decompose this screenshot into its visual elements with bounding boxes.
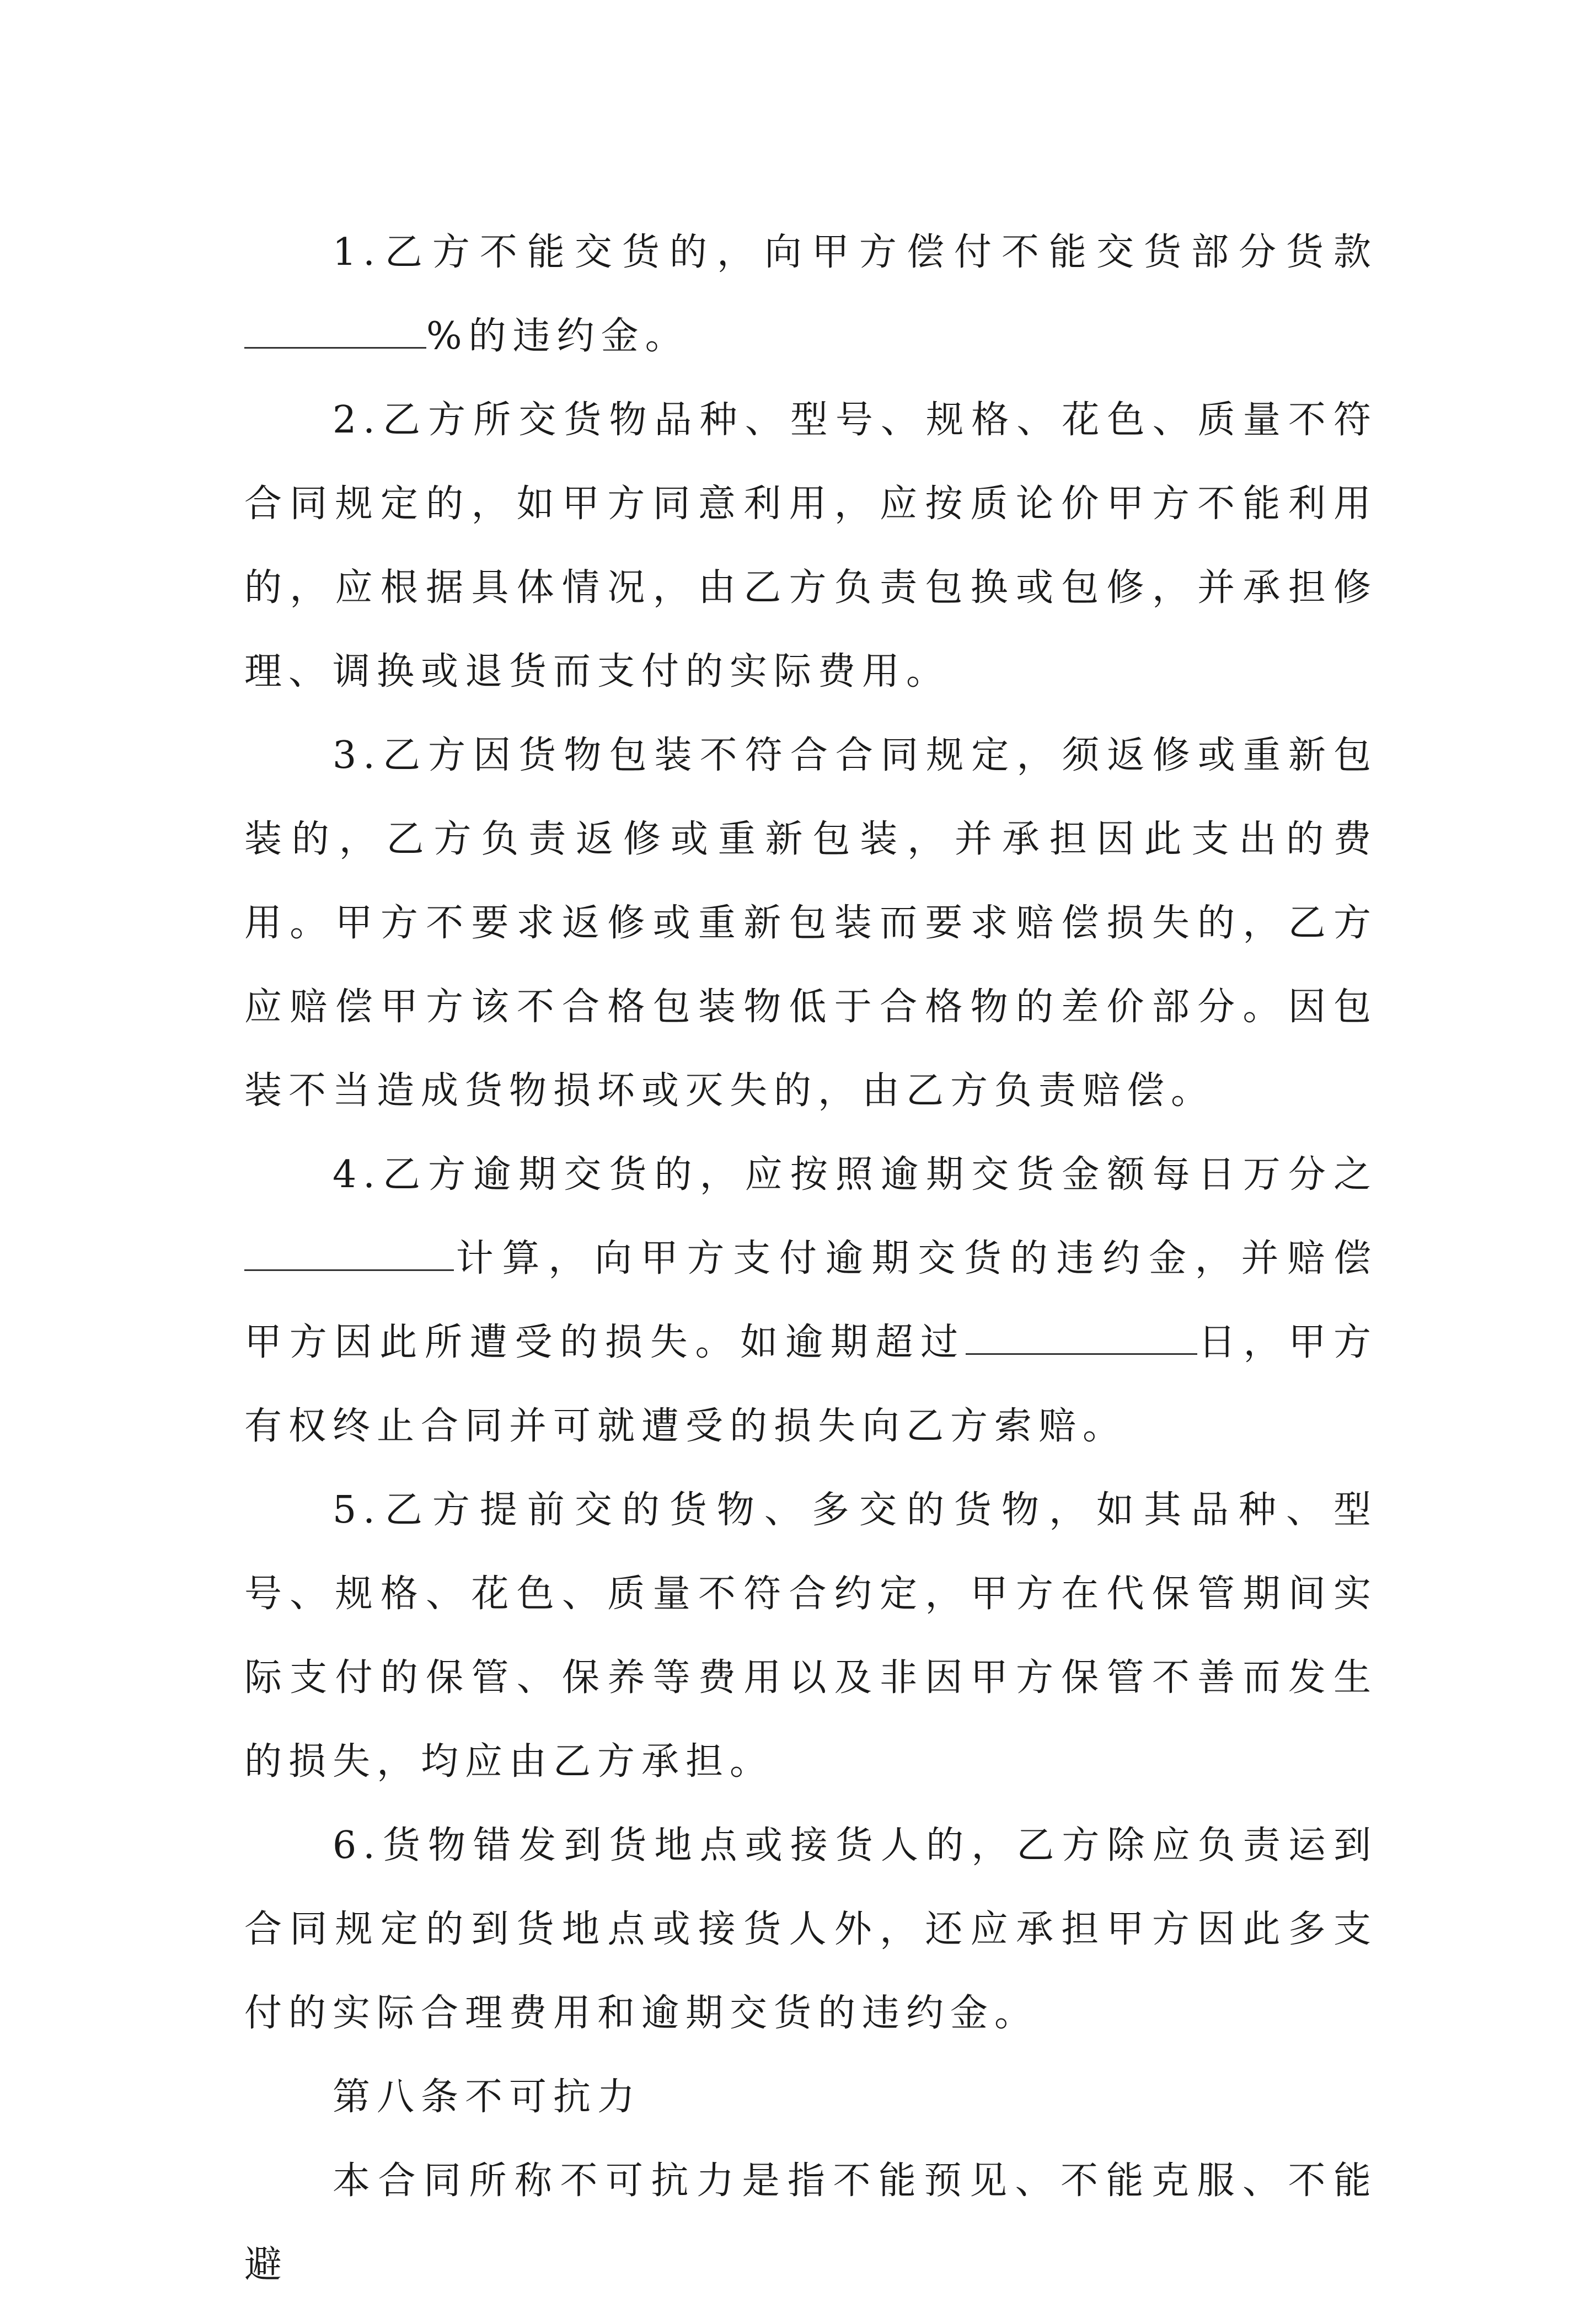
clause-item-3: 3.乙方因货物包装不符合合同规定，须返修或重新包装的，乙方负责返修或重新包装，并承担因此支出的费用。甲方不要求返修或重新包装而要求赔偿损失的，乙方应赔偿甲方该不合格包装物低于合格物的差价部分。因包装不当造成货物损坏或灭失的，由乙方负责赔偿。 — [244, 734, 1378, 1113]
clause-item-5: 5.乙方提前交的货物、多交的货物，如其品种、型号、规格、花色、质量不符合约定，甲方在代保管期间实际支付的保管、保养等费用以及非因甲方保管不善而发生的损失，均应由乙方承担。 — [244, 1488, 1378, 1783]
fill-in-blank-percentage[interactable] — [244, 304, 426, 349]
clause-1-text-after: %的违约金。 — [426, 314, 689, 358]
article-heading: 第八条不可抗力 — [333, 2075, 642, 2119]
clause-4-text-after: 日，甲方有权终止合同并可就遭受的损失向乙方索赔。 — [244, 1321, 1378, 1448]
article-body: 本合同所称不可抗力是指不能预见、不能克服、不能避 — [244, 2159, 1378, 2287]
clause-item-1 — [244, 211, 1378, 378]
fill-in-blank-overdue-days[interactable] — [966, 1310, 1197, 1355]
clause-item-6: 6.货物错发到货地点或接货人的，乙方除应负责运到合同规定的到货地点或接货人外，还应承担甲方因此多支付的实际合理费用和逾期交货的违约金。 — [244, 1824, 1378, 2035]
clause-4-text-middle: 计算，向甲方支付逾期交货的违约金，并赔偿甲方因此所遭受的损失。如逾期超过 — [244, 1237, 1378, 1364]
fill-in-blank-daily-rate[interactable] — [244, 1226, 454, 1271]
clause-item-4 — [244, 1133, 1378, 1468]
clause-1-text-before: 1.乙方不能交货的，向甲方偿付不能交货部分货款 — [333, 231, 1378, 274]
document-body — [244, 211, 1378, 2307]
clause-item-2: 2.乙方所交货物品种、型号、规格、花色、质量不符合同规定的，如甲方同意利用，应按质论价甲方不能利用的，应根据具体情况，由乙方负责包换或包修，并承担修理、调换或退货而支付的实际费用。 — [244, 398, 1378, 693]
clause-4-text-before: 4.乙方逾期交货的，应按照逾期交货金额每日万分之 — [333, 1153, 1378, 1197]
